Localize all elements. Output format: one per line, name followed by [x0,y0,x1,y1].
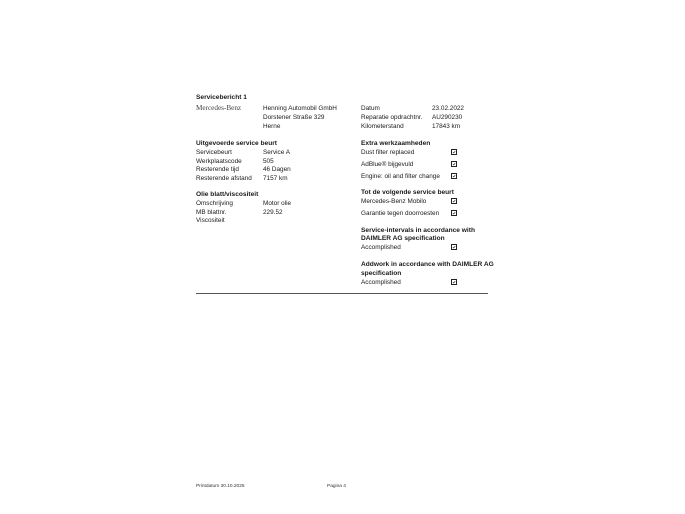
service-value: 46 Dagen [263,166,291,173]
extra-heading: Extra werkzaamheden [361,140,431,147]
dealer-street: Dorstener Straße 329 [263,114,325,121]
checkbox-checked[interactable] [451,149,457,155]
extra-item-label: AdBlue® bijgevuld [361,161,414,168]
service-label: Resterende afstand [196,175,252,182]
brand-logo-text: Mercedes-Benz [196,104,242,112]
checkbox-checked[interactable] [451,173,457,179]
dealer-name: Henning Automobil GmbH [263,105,337,112]
intervals-heading-line1: Service-intervals in accordance with [361,227,475,234]
meta-label-order: Reparatie opdrachtnr. [361,114,423,121]
service-label: Werkplaatscode [196,158,242,165]
checkbox-checked[interactable] [451,210,457,216]
service-label: Servicebeurt [196,149,232,156]
addwork-item-label: Accomplished [361,279,401,286]
checkbox-checked[interactable] [451,279,457,285]
oil-value: Motor olie [263,200,292,207]
intervals-heading-line2: DAIMLER AG specification [361,235,445,242]
oil-heading: Olie blatt/viscositeit [196,191,259,198]
page-number: Pagina 4 [327,484,346,489]
next-item-label: Mercedes-Benz Mobilo [361,198,427,205]
section-divider [196,293,488,294]
meta-label-date: Datum [361,105,380,112]
meta-value-date: 23.02.2022 [432,105,464,112]
checkbox-checked[interactable] [451,244,457,250]
extra-item-label: Dust filter replaced [361,149,415,156]
checkbox-checked[interactable] [451,161,457,167]
extra-item-label: Engine: oil and filter change [361,173,440,180]
service-label: Resterende tijd [196,166,239,173]
oil-label: Viscositeit [196,217,225,224]
print-date: Printdatum 30.10.2025 [196,484,245,489]
intervals-item-label: Accomplished [361,244,401,251]
oil-label: MB blattnr. [196,209,227,216]
oil-value: 229.52 [263,209,283,216]
meta-label-mileage: Kilometerstand [361,123,404,130]
service-heading: Uitgevoerde service beurt [196,140,277,147]
service-value: 505 [263,158,274,165]
meta-value-order: AU290230 [432,114,463,121]
dealer-city: Herne [263,123,281,130]
oil-label: Omschrijving [196,200,233,207]
report-title: Servicebericht 1 [196,94,247,101]
next-heading: Tot de volgende service beurt [361,189,454,196]
addwork-heading-line1: Addwork in accordance with DAIMLER AG [361,261,494,268]
service-value: 7157 km [263,175,288,182]
next-item-label: Garantie tegen doorroesten [361,210,440,217]
meta-value-mileage: 17843 km [432,123,461,130]
checkbox-checked[interactable] [451,198,457,204]
service-value: Service A [263,149,290,156]
addwork-heading-line2: specification [361,270,402,277]
